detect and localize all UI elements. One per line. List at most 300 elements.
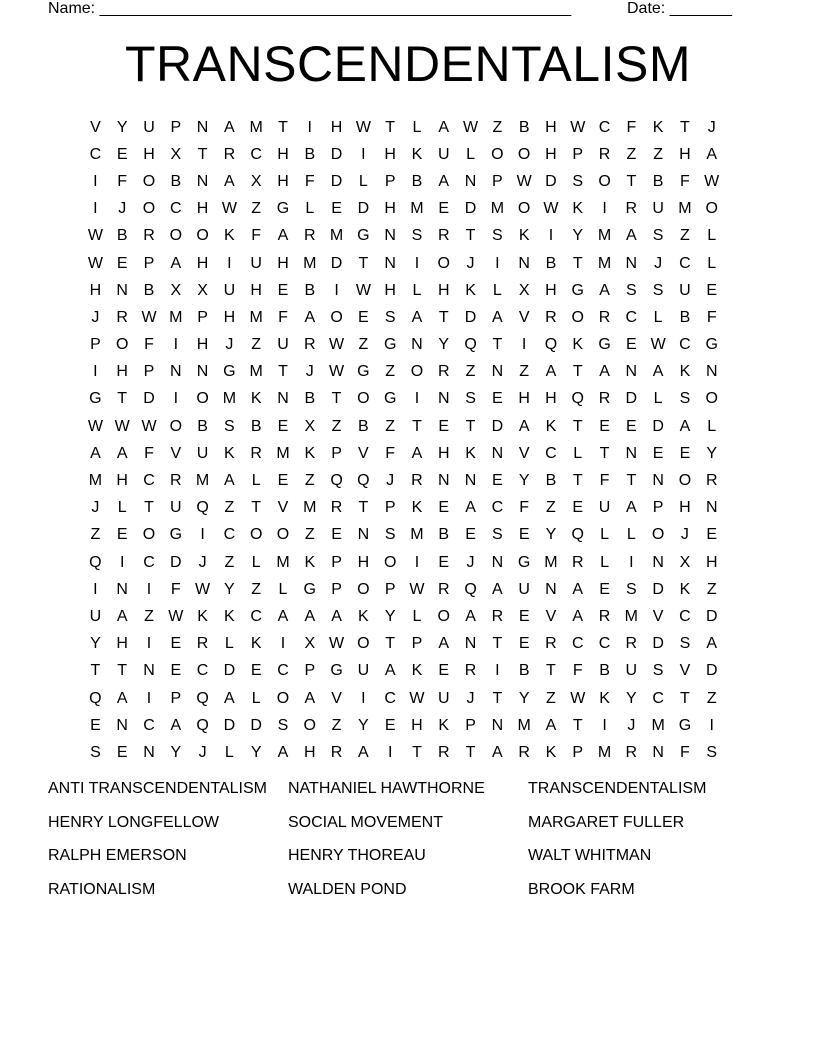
grid-letter: L: [251, 689, 261, 707]
grid-letter: I: [173, 336, 179, 354]
grid-letter: D: [330, 145, 343, 163]
grid-letter: C: [143, 716, 155, 734]
grid-letter: A: [304, 689, 316, 707]
grid-letter: A: [116, 444, 128, 462]
grid-letter: R: [598, 308, 611, 326]
grid-letter: R: [625, 635, 638, 653]
grid-letter: P: [170, 689, 182, 707]
grid-letter: U: [652, 200, 664, 218]
grid-letter: N: [625, 254, 638, 272]
grid-letter: W: [570, 118, 586, 136]
grid-letter: V: [90, 118, 101, 136]
grid-letter: O: [142, 172, 156, 190]
grid-letter: F: [304, 172, 315, 190]
grid-letter: B: [545, 472, 557, 490]
grid-letter: P: [331, 444, 342, 462]
grid-letter: T: [680, 118, 690, 136]
grid-letter: D: [464, 308, 477, 326]
grid-letter: P: [411, 635, 423, 653]
grid-letter: Z: [331, 417, 342, 435]
grid-letter: A: [304, 308, 316, 326]
grid-letter: F: [599, 472, 610, 490]
grid-letter: H: [411, 716, 423, 734]
grid-letter: H: [250, 281, 262, 299]
grid-letter: Q: [196, 689, 209, 707]
grid-letter: P: [90, 336, 101, 354]
grid-letter: W: [329, 635, 345, 653]
grid-letter: R: [598, 145, 611, 163]
grid-letter: E: [116, 254, 128, 272]
grid-letter: T: [465, 417, 476, 435]
grid-letter: X: [679, 553, 691, 571]
grid-letter: H: [303, 743, 316, 761]
grid-letter: T: [572, 472, 583, 490]
grid-letter: H: [196, 200, 209, 218]
grid-letter: W: [570, 689, 586, 707]
grid-letter: Z: [90, 526, 101, 544]
grid-letter: M: [544, 553, 558, 571]
word-list-item: TRANSCENDENTALISM: [528, 780, 707, 797]
grid-letter: U: [223, 281, 236, 299]
grid-letter: M: [169, 308, 183, 326]
grid-letter: K: [224, 607, 235, 625]
grid-letter: N: [491, 363, 504, 381]
grid-letter: W: [329, 336, 345, 354]
grid-letter: M: [597, 254, 612, 272]
grid-letter: N: [705, 499, 718, 517]
grid-letter: N: [652, 553, 664, 571]
grid-letter: K: [572, 336, 584, 354]
grid-letter: M: [276, 444, 290, 462]
grid-letter: R: [437, 743, 450, 761]
grid-letter: S: [384, 526, 396, 544]
grid-letter: O: [705, 200, 718, 218]
grid-letter: D: [491, 417, 504, 435]
grid-letter: L: [224, 635, 234, 653]
grid-letter: V: [170, 444, 182, 462]
grid-letter: C: [143, 553, 155, 571]
grid-letter: T: [385, 118, 396, 136]
grid-letter: R: [625, 743, 638, 761]
grid-letter: Z: [144, 607, 154, 625]
grid-letter: N: [384, 227, 396, 245]
grid-letter: E: [277, 417, 289, 435]
grid-letter: C: [170, 200, 182, 218]
grid-letter: Z: [224, 499, 235, 517]
grid-row: [82, 631, 726, 658]
grid-row: [82, 386, 726, 413]
grid-letter: D: [357, 200, 370, 218]
grid-letter: U: [143, 118, 155, 136]
word-list-item: MARGARET FULLER: [528, 813, 685, 831]
grid-letter: W: [463, 118, 479, 136]
grid-letter: V: [652, 607, 664, 625]
grid-letter: E: [277, 472, 289, 490]
grid-letter: T: [465, 227, 476, 245]
grid-letter: R: [625, 200, 638, 218]
grid-letter: B: [411, 172, 423, 190]
grid-letter: D: [705, 607, 718, 625]
grid-letter: A: [116, 689, 128, 707]
grid-letter: S: [492, 526, 503, 544]
grid-letter: A: [518, 417, 530, 435]
grid-letter: G: [330, 662, 343, 680]
grid-letter: H: [223, 308, 236, 326]
grid-letter: K: [465, 444, 476, 462]
word-list-item: RATIONALISM: [48, 880, 156, 898]
grid-letter: I: [93, 172, 98, 190]
grid-letter: L: [626, 526, 636, 544]
grid-letter: O: [196, 390, 209, 408]
grid-letter: I: [93, 580, 98, 598]
grid-letter: R: [250, 444, 262, 462]
grid-letter: Z: [224, 553, 235, 571]
grid-letter: A: [438, 118, 450, 136]
grid-letter: P: [572, 145, 584, 163]
grid-letter: O: [249, 526, 263, 544]
grid-letter: J: [466, 689, 475, 707]
grid-letter: E: [572, 499, 584, 517]
grid-letter: N: [143, 743, 155, 761]
grid-letter: F: [278, 308, 288, 326]
grid-letter: H: [384, 281, 396, 299]
grid-letter: Z: [251, 580, 262, 598]
grid-letter: A: [384, 662, 396, 680]
grid-letter: N: [625, 444, 638, 462]
grid-row: [82, 549, 726, 576]
grid-letter: T: [626, 172, 637, 190]
grid-letter: A: [304, 607, 316, 625]
grid-letter: J: [654, 254, 663, 272]
grid-letter: K: [411, 499, 423, 517]
grid-letter: A: [224, 472, 235, 490]
grid-letter: H: [384, 200, 396, 218]
grid-letter: W: [87, 254, 103, 272]
grid-letter: O: [651, 526, 665, 544]
grid-letter: W: [87, 417, 103, 435]
grid-letter: J: [305, 363, 314, 381]
grid-letter: Y: [438, 336, 450, 354]
grid-letter: M: [678, 200, 692, 218]
page-title: TRANSCENDENTALISM: [125, 36, 691, 92]
grid-letter: T: [358, 499, 369, 517]
grid-letter: S: [90, 743, 101, 761]
grid-letter: E: [358, 308, 369, 326]
grid-letter: Z: [465, 363, 476, 381]
grid-letter: U: [277, 336, 289, 354]
grid-letter: F: [144, 444, 154, 462]
grid-letter: N: [491, 716, 504, 734]
grid-letter: H: [679, 145, 691, 163]
grid-letter: O: [169, 417, 183, 435]
grid-letter: K: [518, 227, 530, 245]
grid-letter: R: [330, 499, 343, 517]
grid-letter: M: [195, 472, 210, 490]
grid-letter: Y: [250, 743, 262, 761]
grid-letter: Q: [464, 580, 477, 598]
grid-letter: D: [223, 716, 236, 734]
grid-letter: P: [492, 172, 503, 190]
grid-letter: I: [521, 336, 527, 354]
grid-letter: O: [196, 227, 209, 245]
grid-letter: W: [141, 417, 157, 435]
grid-letter: E: [331, 200, 342, 218]
grid-letter: J: [386, 472, 395, 490]
grid-letter: C: [598, 118, 611, 136]
grid-letter: O: [357, 580, 370, 598]
grid-letter: H: [116, 472, 128, 490]
grid-letter: J: [91, 308, 100, 326]
grid-letter: W: [195, 580, 211, 598]
grid-letter: Z: [653, 145, 664, 163]
grid-letter: B: [143, 281, 155, 299]
grid-letter: U: [437, 145, 450, 163]
grid-letter: R: [437, 580, 450, 598]
grid-letter: R: [196, 635, 209, 653]
grid-letter: I: [361, 689, 366, 707]
grid-letter: I: [93, 200, 98, 218]
grid-letter: G: [383, 390, 397, 408]
grid-letter: I: [227, 254, 232, 272]
grid-letter: G: [705, 336, 718, 354]
grid-letter: V: [331, 689, 342, 707]
grid-letter: P: [331, 580, 342, 598]
grid-letter: N: [143, 662, 155, 680]
grid-letter: D: [545, 172, 557, 190]
grid-letter: B: [304, 390, 316, 408]
grid-letter: G: [169, 526, 183, 544]
grid-letter: H: [196, 254, 209, 272]
grid-letter: S: [465, 390, 476, 408]
grid-letter: N: [652, 743, 664, 761]
grid-letter: B: [250, 417, 262, 435]
grid-letter: B: [518, 118, 530, 136]
grid-letter: G: [517, 553, 531, 571]
grid-letter: A: [679, 417, 691, 435]
grid-letter: W: [355, 118, 371, 136]
word-list-item: SOCIAL MOVEMENT: [288, 813, 443, 831]
grid-row: [82, 522, 726, 549]
grid-letter: C: [625, 308, 638, 326]
grid-letter: J: [680, 526, 689, 544]
grid-letter: K: [572, 200, 584, 218]
grid-letter: W: [650, 336, 666, 354]
grid-letter: W: [329, 363, 345, 381]
grid-letter: E: [170, 662, 182, 680]
grid-letter: W: [409, 689, 425, 707]
grid-letter: E: [518, 526, 530, 544]
grid-letter: M: [517, 716, 531, 734]
grid-letter: O: [437, 254, 450, 272]
grid-letter: U: [196, 444, 209, 462]
grid-letter: F: [170, 580, 181, 598]
grid-letter: K: [358, 607, 369, 625]
grid-letter: Q: [464, 336, 477, 354]
grid-letter: S: [626, 580, 637, 598]
grid-letter: L: [278, 580, 288, 598]
grid-letter: I: [548, 227, 554, 245]
grid-letter: E: [706, 281, 718, 299]
grid-letter: A: [492, 743, 503, 761]
grid-letter: L: [600, 553, 609, 571]
grid-letter: M: [329, 227, 344, 245]
grid-letter: H: [545, 145, 557, 163]
grid-letter: O: [276, 689, 290, 707]
grid-letter: I: [93, 363, 98, 381]
grid-letter: Q: [571, 390, 584, 408]
grid-letter: T: [412, 743, 422, 761]
name-field-label: Name: _____________________________________________________: [48, 0, 572, 17]
grid-letter: O: [142, 200, 156, 218]
grid-letter: J: [466, 254, 475, 272]
grid-letter: A: [572, 607, 584, 625]
grid-letter: S: [679, 635, 691, 653]
grid-letter: T: [144, 499, 154, 517]
grid-letter: C: [143, 472, 155, 490]
grid-letter: H: [679, 499, 691, 517]
grid-letter: O: [276, 526, 290, 544]
grid-letter: H: [116, 635, 128, 653]
grid-letter: R: [303, 336, 316, 354]
grid-letter: E: [438, 499, 450, 517]
grid-letter: L: [707, 417, 717, 435]
grid-letter: I: [200, 526, 205, 544]
grid-letter: P: [304, 662, 316, 680]
grid-letter: C: [491, 499, 504, 517]
grid-letter: I: [495, 662, 500, 680]
grid-letter: J: [707, 118, 716, 136]
grid-letter: W: [409, 580, 425, 598]
grid-letter: Z: [546, 689, 556, 707]
grid-letter: Y: [116, 118, 128, 136]
grid-letter: E: [250, 662, 262, 680]
grid-letter: X: [304, 635, 316, 653]
grid-letter: J: [627, 716, 636, 734]
grid-letter: G: [678, 716, 692, 734]
grid-letter: D: [223, 662, 236, 680]
grid-letter: E: [438, 417, 450, 435]
grid-letter: T: [680, 689, 690, 707]
date-field-label: Date: _______: [627, 0, 732, 17]
grid-letter: T: [331, 390, 342, 408]
grid-letter: P: [652, 499, 664, 517]
grid-letter: Q: [89, 553, 102, 571]
grid-letter: M: [410, 200, 424, 218]
grid-letter: K: [304, 444, 316, 462]
grid-letter: U: [437, 689, 450, 707]
grid-letter: R: [491, 607, 504, 625]
grid-letter: L: [117, 499, 127, 517]
grid-letter: P: [170, 118, 182, 136]
grid-letter: G: [276, 200, 290, 218]
grid-letter: H: [330, 118, 343, 136]
grid-letter: S: [384, 308, 396, 326]
grid-letter: M: [597, 227, 612, 245]
word-list: [48, 780, 768, 914]
grid-letter: I: [495, 254, 500, 272]
grid-letter: Z: [546, 499, 556, 517]
grid-row: [82, 467, 726, 494]
grid-letter: B: [358, 417, 369, 435]
grid-letter: H: [116, 363, 128, 381]
grid-letter: V: [518, 308, 530, 326]
grid-letter: Z: [304, 472, 315, 490]
grid-letter: J: [225, 336, 234, 354]
grid-letter: H: [196, 336, 209, 354]
grid-letter: A: [411, 444, 423, 462]
grid-letter: F: [572, 662, 583, 680]
grid-letter: N: [116, 580, 128, 598]
grid-letter: D: [652, 580, 664, 598]
grid-letter: X: [518, 281, 530, 299]
grid-letter: T: [546, 662, 556, 680]
grid-letter: D: [143, 390, 155, 408]
grid-letter: F: [706, 308, 717, 326]
grid-letter: E: [170, 635, 182, 653]
grid-letter: O: [598, 172, 611, 190]
grid-letter: S: [706, 743, 718, 761]
grid-letter: D: [464, 200, 477, 218]
grid-letter: F: [251, 227, 262, 245]
grid-letter: E: [116, 743, 128, 761]
grid-letter: O: [357, 635, 370, 653]
grid-letter: V: [518, 444, 530, 462]
grid-row: [82, 114, 726, 141]
grid-letter: P: [465, 716, 476, 734]
grid-letter: A: [116, 607, 128, 625]
grid-letter: L: [305, 200, 315, 218]
grid-letter: M: [222, 390, 237, 408]
grid-letter: T: [278, 118, 288, 136]
grid-letter: M: [410, 526, 424, 544]
grid-letter: A: [492, 580, 503, 598]
grid-letter: Z: [680, 227, 690, 245]
grid-letter: G: [303, 580, 316, 598]
grid-letter: U: [89, 607, 102, 625]
grid-letter: U: [518, 580, 530, 598]
grid-letter: H: [89, 281, 102, 299]
grid-letter: A: [358, 743, 369, 761]
grid-letter: O: [303, 716, 316, 734]
grid-letter: A: [277, 743, 289, 761]
grid-letter: E: [626, 417, 637, 435]
grid-letter: E: [626, 336, 637, 354]
grid-letter: R: [518, 743, 530, 761]
grid-letter: C: [679, 607, 691, 625]
grid-letter: P: [143, 363, 155, 381]
grid-letter: O: [383, 553, 397, 571]
grid-letter: Z: [706, 580, 717, 598]
grid-letter: E: [116, 526, 128, 544]
grid-letter: S: [652, 281, 664, 299]
grid-letter: L: [412, 281, 422, 299]
word-list-item: RALPH EMERSON: [48, 847, 187, 864]
grid-letter: K: [679, 580, 691, 598]
grid-letter: L: [707, 254, 717, 272]
word-list-item: HENRY THOREAU: [288, 847, 426, 864]
grid-letter: N: [625, 363, 638, 381]
grid-letter: Q: [571, 526, 584, 544]
grid-letter: R: [223, 145, 236, 163]
grid-letter: W: [168, 607, 184, 625]
grid-letter: R: [330, 743, 343, 761]
grid-letter: T: [572, 254, 583, 272]
grid-letter: H: [518, 390, 530, 408]
grid-letter: T: [465, 743, 476, 761]
grid-letter: E: [599, 580, 610, 598]
grid-letter: U: [625, 662, 638, 680]
grid-letter: A: [90, 444, 101, 462]
